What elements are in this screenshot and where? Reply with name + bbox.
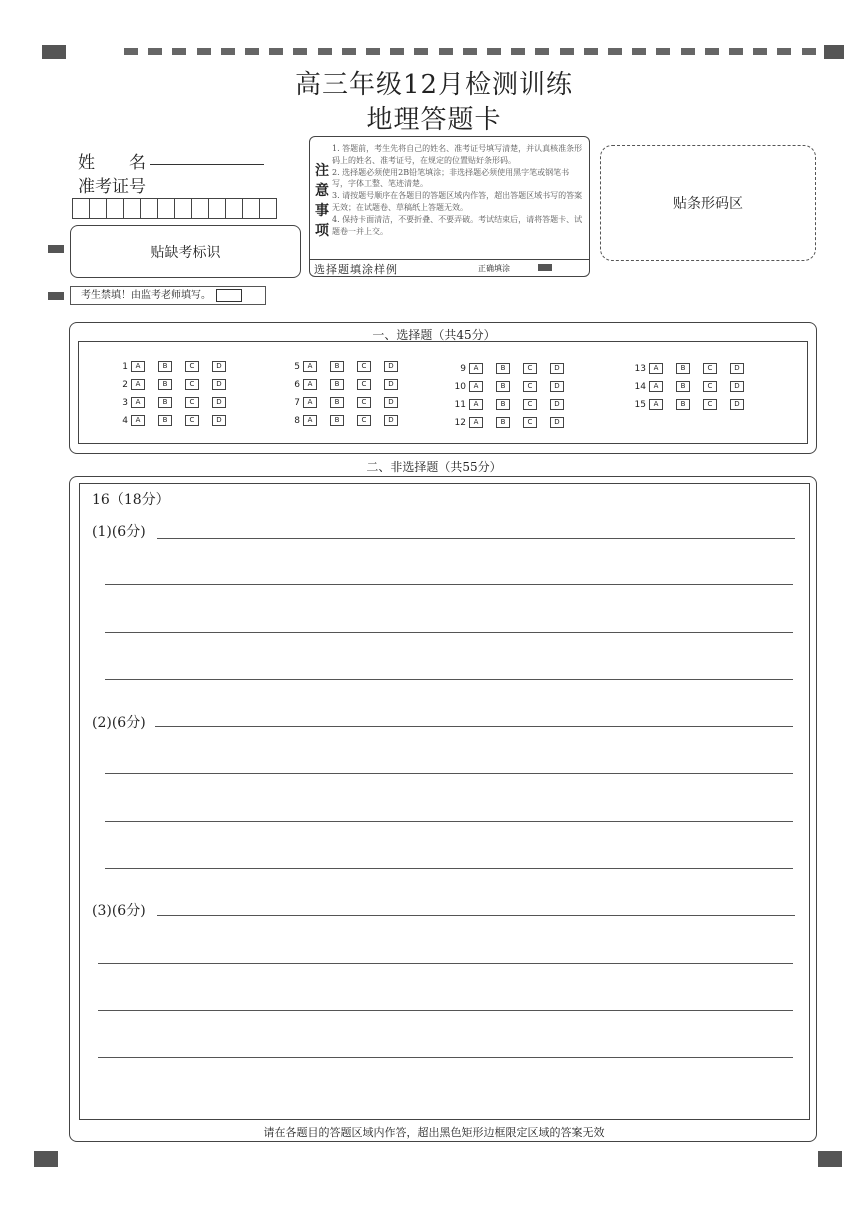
question-16-header: 16（18分） (92, 492, 170, 508)
timing-mark (560, 48, 574, 55)
mc-question-number: 2 (122, 379, 128, 390)
timing-mark (414, 48, 428, 55)
notice-item: 1. 答题前，考生先将自己的姓名、准考证号填写清楚，并认真核准条形码上的姓名、准考证号，在规定的位置贴好条形码。 (332, 144, 583, 165)
mc-question-row (282, 379, 411, 390)
timing-mark (124, 48, 138, 55)
mc-option-bubble[interactable]: B (496, 399, 510, 410)
timing-mark (342, 48, 356, 55)
timing-marks (124, 48, 816, 56)
mc-question-number: 4 (122, 415, 128, 426)
mc-option-bubble[interactable]: B (496, 417, 510, 428)
mc-question-number: 1 (122, 361, 128, 372)
mc-option-bubble[interactable]: C (185, 361, 199, 372)
absence-note-box (70, 286, 266, 305)
timing-mark (487, 48, 501, 55)
mc-option-bubble[interactable]: B (330, 397, 344, 408)
answer-line[interactable] (105, 868, 793, 869)
mc-question-number: 8 (294, 415, 300, 426)
correct-fill-label: 正确填涂 (478, 264, 510, 273)
notice-item: 3. 请按题号顺序在各题目的答题区域内作答，超出答题区域书写的答案无效；在试题卷、草稿纸上答题无效。 (332, 191, 583, 212)
mc-option-bubble[interactable]: D (384, 397, 398, 408)
mc-option-bubble[interactable]: B (330, 415, 344, 426)
notice-item: 2. 选择题必须使用2B铅笔填涂；非选择题必须使用黑字笔或钢笔书写，字体工整、笔迹清楚。 (332, 167, 570, 189)
answer-line[interactable] (105, 584, 793, 585)
mc-option-bubble[interactable]: A (649, 399, 663, 410)
mc-question-number: 12 (454, 417, 466, 428)
timing-mark (148, 48, 162, 55)
mc-option-bubble[interactable]: D (384, 361, 398, 372)
mc-question-row (448, 363, 577, 374)
section1-title: 一、选择题（共45分） (372, 328, 496, 342)
mc-option-bubble[interactable]: D (730, 381, 744, 392)
mc-option-bubble[interactable]: C (703, 363, 717, 374)
fill-sample-row (310, 259, 589, 276)
mc-question-number: 14 (634, 381, 646, 392)
absence-note: 考生禁填！由监考老师填写。 (81, 290, 211, 301)
exam-id-digit-box[interactable] (123, 198, 141, 219)
mc-option-bubble[interactable]: A (469, 381, 483, 392)
page-subtitle: 地理答题卡 (366, 105, 502, 135)
exam-id-digit-box[interactable] (140, 198, 158, 219)
mc-option-bubble[interactable]: A (131, 397, 145, 408)
part-label-2: (2)(6分) (92, 715, 146, 731)
timing-mark (632, 48, 646, 55)
mc-option-bubble[interactable]: A (303, 379, 317, 390)
mc-question-number: 3 (122, 397, 128, 408)
timing-mark (656, 48, 670, 55)
answer-line[interactable] (105, 821, 793, 822)
mc-option-bubble[interactable]: B (330, 379, 344, 390)
mc-option-bubble[interactable]: A (131, 415, 145, 426)
mc-option-bubble[interactable]: A (469, 363, 483, 374)
mc-question-row (110, 379, 239, 390)
mc-option-bubble[interactable]: A (469, 417, 483, 428)
mc-option-bubble[interactable]: C (357, 415, 371, 426)
exam-id-digit-box[interactable] (225, 198, 243, 219)
exam-id-digit-box[interactable] (157, 198, 175, 219)
row-mark-absence (48, 292, 64, 300)
exam-id-label: 准考证号 (78, 177, 146, 197)
mc-option-bubble[interactable]: A (131, 379, 145, 390)
exam-id-digit-box[interactable] (259, 198, 277, 219)
mc-option-bubble[interactable]: D (550, 363, 564, 374)
mc-option-bubble[interactable]: B (676, 399, 690, 410)
mc-option-bubble[interactable]: A (649, 381, 663, 392)
exam-id-digit-box[interactable] (191, 198, 209, 219)
mc-question-row (282, 361, 411, 372)
exam-id-digit-box[interactable] (242, 198, 260, 219)
mc-option-bubble[interactable]: B (676, 381, 690, 392)
footer-note: 请在各题目的答题区域内作答，超出黑色矩形边框限定区域的答案无效 (263, 1126, 605, 1139)
mc-option-bubble[interactable]: C (185, 379, 199, 390)
page-title: 高三年级12月检测训练 (294, 70, 574, 100)
mc-option-bubble[interactable]: A (131, 361, 145, 372)
timing-mark (172, 48, 186, 55)
mc-question-row (628, 381, 757, 392)
mc-question-number: 9 (460, 363, 466, 374)
mc-option-bubble[interactable]: B (496, 381, 510, 392)
mc-option-bubble[interactable]: D (550, 381, 564, 392)
mc-question-row (110, 361, 239, 372)
corner-mark-bottom-right (818, 1151, 842, 1167)
section2-inner (79, 483, 810, 1120)
mc-question-row (448, 399, 577, 410)
corner-mark-top-right (824, 45, 844, 59)
answer-line[interactable] (105, 773, 793, 774)
mc-option-bubble[interactable]: D (730, 399, 744, 410)
mc-option-bubble[interactable]: C (357, 397, 371, 408)
mc-option-bubble[interactable]: B (158, 361, 172, 372)
timing-mark (318, 48, 332, 55)
timing-mark (705, 48, 719, 55)
mc-option-bubble[interactable]: C (523, 381, 537, 392)
answer-line[interactable] (105, 679, 793, 680)
barcode-area[interactable] (600, 145, 816, 261)
notice-item: 4. 保持卡面清洁，不要折叠、不要弄破。考试结束后，请将答题卡、试题卷一并上交。 (332, 214, 583, 236)
mc-option-bubble[interactable]: D (212, 397, 226, 408)
mc-option-bubble[interactable]: C (357, 379, 371, 390)
mc-option-bubble[interactable]: B (676, 363, 690, 374)
mc-question-number: 5 (294, 361, 300, 372)
mc-question-number: 10 (454, 381, 466, 392)
mc-question-row (628, 363, 757, 374)
mc-question-number: 6 (294, 379, 300, 390)
timing-mark (802, 48, 816, 55)
section1-inner (78, 341, 808, 444)
timing-mark (584, 48, 598, 55)
timing-mark (535, 48, 549, 55)
timing-mark (390, 48, 404, 55)
mc-option-bubble[interactable]: B (330, 361, 344, 372)
notice-box (309, 136, 590, 277)
mc-option-bubble[interactable]: D (212, 379, 226, 390)
name-field[interactable] (150, 148, 264, 165)
mc-option-bubble[interactable]: A (649, 363, 663, 374)
timing-mark (439, 48, 453, 55)
timing-mark (366, 48, 380, 55)
answer-line[interactable] (155, 726, 793, 727)
section2-title: 二、非选择题（共55分） (366, 460, 502, 474)
mc-question-number: 11 (454, 399, 466, 410)
answer-line[interactable] (98, 1010, 793, 1011)
mc-question-row (282, 415, 411, 426)
mc-option-bubble[interactable]: D (730, 363, 744, 374)
mc-option-bubble[interactable]: C (703, 399, 717, 410)
answer-line[interactable] (105, 632, 793, 633)
mc-option-bubble[interactable]: D (212, 361, 226, 372)
mc-option-bubble[interactable]: C (523, 363, 537, 374)
timing-mark (511, 48, 525, 55)
mc-option-bubble[interactable]: D (384, 379, 398, 390)
mc-option-bubble[interactable]: C (357, 361, 371, 372)
timing-mark (463, 48, 477, 55)
mc-option-bubble[interactable]: C (185, 397, 199, 408)
mc-option-bubble[interactable]: C (523, 417, 537, 428)
answer-line[interactable] (157, 538, 795, 539)
timing-mark (221, 48, 235, 55)
exam-id-digit-box[interactable] (106, 198, 124, 219)
timing-mark (197, 48, 211, 55)
row-mark-missing (48, 245, 64, 253)
mc-option-bubble[interactable]: C (523, 399, 537, 410)
mc-option-bubble[interactable]: A (303, 415, 317, 426)
timing-mark (777, 48, 791, 55)
answer-line[interactable] (98, 963, 793, 964)
absence-mark-box[interactable] (216, 289, 242, 302)
mc-option-bubble[interactable]: D (212, 415, 226, 426)
answer-line[interactable] (157, 915, 795, 916)
exam-id-digit-box[interactable] (89, 198, 107, 219)
mc-option-bubble[interactable]: C (703, 381, 717, 392)
missing-exam-box[interactable] (70, 225, 301, 278)
corner-mark-top-left (42, 45, 66, 59)
mc-question-row (448, 381, 577, 392)
timing-mark (269, 48, 283, 55)
mc-option-bubble[interactable]: B (158, 415, 172, 426)
timing-mark (729, 48, 743, 55)
notice-side-title: 注 意 事 项 (315, 163, 329, 239)
timing-mark (608, 48, 622, 55)
fill-sample-label: 选择题填涂样例 (314, 263, 398, 276)
exam-id-digit-box[interactable] (174, 198, 192, 219)
exam-id-digit-box[interactable] (208, 198, 226, 219)
name-label: 姓 名 (78, 153, 146, 173)
notice-list (332, 143, 584, 237)
answer-line[interactable] (98, 1057, 793, 1058)
mc-option-bubble[interactable]: B (496, 363, 510, 374)
mc-question-row (110, 397, 239, 408)
timing-mark (293, 48, 307, 55)
timing-mark (753, 48, 767, 55)
mc-question-row (448, 417, 577, 428)
part-label-1: (1)(6分) (92, 524, 146, 540)
missing-exam-label: 贴缺考标识 (150, 245, 221, 261)
mc-option-bubble[interactable]: A (469, 399, 483, 410)
mc-option-bubble[interactable]: D (550, 417, 564, 428)
mc-option-bubble[interactable]: A (303, 361, 317, 372)
correct-fill-sample (538, 264, 552, 271)
mc-question-number: 7 (294, 397, 300, 408)
mc-option-bubble[interactable]: B (158, 397, 172, 408)
mc-question-row (110, 415, 239, 426)
exam-id-boxes[interactable] (72, 198, 276, 219)
mc-option-bubble[interactable]: D (384, 415, 398, 426)
exam-id-digit-box[interactable] (72, 198, 90, 219)
mc-option-bubble[interactable]: C (185, 415, 199, 426)
mc-question-number: 15 (634, 399, 646, 410)
timing-mark (681, 48, 695, 55)
mc-option-bubble[interactable]: D (550, 399, 564, 410)
timing-mark (245, 48, 259, 55)
corner-mark-bottom-left (34, 1151, 58, 1167)
mc-question-row (282, 397, 411, 408)
mc-option-bubble[interactable]: A (303, 397, 317, 408)
mc-question-row (628, 399, 757, 410)
mc-question-number: 13 (634, 363, 646, 374)
mc-option-bubble[interactable]: B (158, 379, 172, 390)
part-label-3: (3)(6分) (92, 903, 146, 919)
barcode-label: 贴条形码区 (673, 196, 743, 212)
